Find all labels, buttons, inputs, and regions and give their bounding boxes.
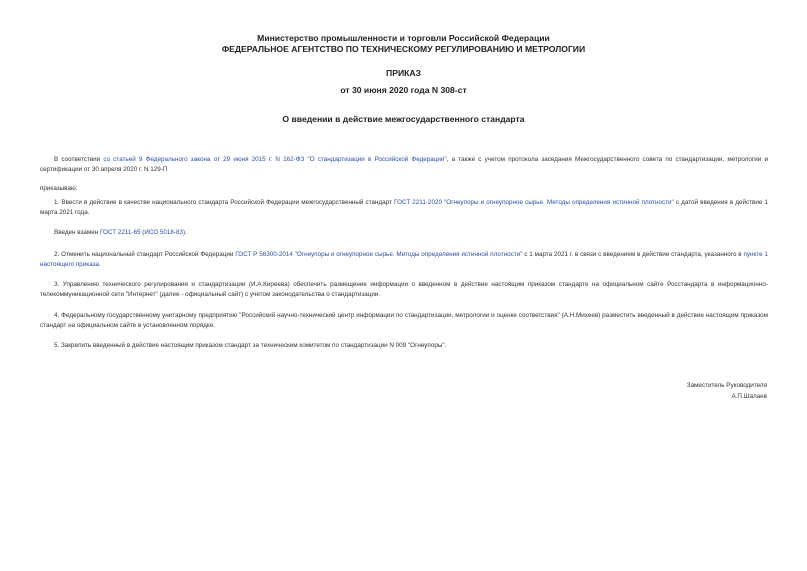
gost-2211-2020-link[interactable]: ГОСТ 2211-2020 "Огнеупоры и огнеупорное сырье. Методы определения истинной плотности"	[394, 199, 674, 206]
order-item-1-replacement	[40, 228, 768, 238]
gost-2211-65-link[interactable]: ГОСТ 2211-65 (ИСО 5018-83)	[99, 229, 186, 236]
ministry-name: Министерство промышленности и торговли Российской Федерации	[257, 33, 550, 43]
intro-paragraph	[40, 155, 768, 175]
order-item-4: 4. Федеральному государственному унитарному предприятию "Российский научно-технический центр информации по стандартизации, метрологии и оценке соответствия" (А.Н.Михеев) разместить введенный в действие настоящим приказом стандарт на официальном сайте в установленном порядке.	[40, 312, 768, 329]
gost-r-56300-2014-link[interactable]: ГОСТ Р 56300-2014 "Огнеупоры и огнеупорное сырье. Методы определения истинной плотности"	[235, 251, 523, 258]
order-item-5: 5. Закрепить введенный в действие настоящим приказом стандарт за техническим комитетом по стандартизации N 009 "Огнеупоры".	[54, 342, 447, 349]
document-type: ПРИКАЗ	[386, 68, 421, 78]
signatory-name: А.П.Шалаев	[731, 393, 767, 400]
order-item-3: 3. Управлению технического регулирования и стандартизации (И.А.Киреева) обеспечить размещение информации о введенном в действие настоящим приказом стандарте на официальном сайте Росстандарта в информационно-телекоммуникационной сети "Интернет" (далее - официальный сайт) с учетом законодательства о стандартизации.	[40, 281, 768, 298]
item2-text-1: 2. Отменить национальный стандарт Российской Федерации	[54, 251, 236, 258]
signatory-position: Заместитель Руководителя	[686, 382, 767, 389]
item2-text-3: .	[99, 261, 101, 268]
document-date: от 30 июня 2020 года N 308-ст	[340, 85, 467, 95]
intro-text-2: , а также с учетом протокола заседания Межгосударственного совета по стандартизации, метрологии и сертификации от 30 апреля 2020 г. N 129-П	[40, 156, 768, 173]
item2-text-2: с 1 марта 2021 г. в связи с введением в действие стандарта, указанного в	[522, 251, 744, 258]
item1-text-1: 1. Ввести в действие в качестве национального стандарта Российской Федерации межгосударственный стандарт	[54, 199, 395, 206]
agency-name: ФЕДЕРАЛЬНОЕ АГЕНТСТВО ПО ТЕХНИЧЕСКОМУ РЕГУЛИРОВАНИЮ И МЕТРОЛОГИИ	[221, 44, 586, 54]
law-162-link[interactable]: со статьей 9 Федерального закона от 29 июня 2015 г. N 162-ФЗ "О стандартизации в Российской Федерации"	[103, 156, 447, 163]
intro-text-1: В соответствии	[54, 156, 104, 163]
orders-label: приказываю:	[40, 185, 78, 192]
order-item-2	[40, 250, 768, 270]
item1-text-2: с датой введения в действие 1 марта 2021 года.	[40, 199, 768, 216]
document-subject: О введении в действие межгосударственного стандарта	[282, 114, 525, 124]
replace-text-2: .	[185, 229, 187, 236]
order-item-1	[40, 198, 768, 218]
replace-text-1: Введен взамен	[54, 229, 100, 236]
item-1-reference-link[interactable]: пункте 1 настоящего приказа	[40, 251, 768, 268]
